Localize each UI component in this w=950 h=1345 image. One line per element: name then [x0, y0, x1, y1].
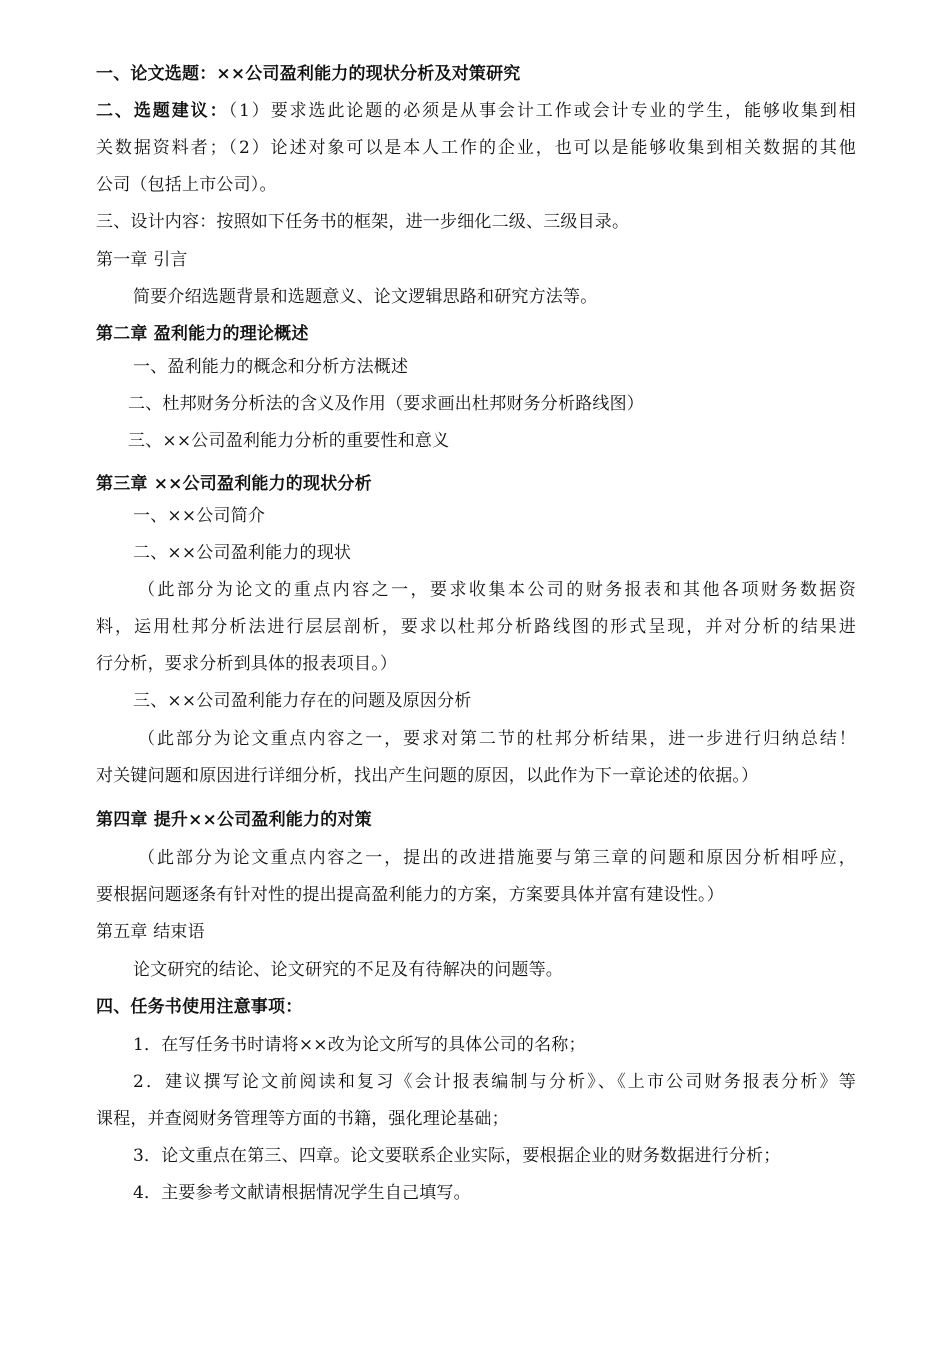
chapter3-note2-line-1: （此部分为论文的重点内容之一，要求收集本公司的财务报表和其他各项财务数据资 — [138, 580, 856, 600]
chapter3-title: 第三章 ××公司盈利能力的现状分析 — [96, 474, 372, 494]
chapter2-item-2: 二、杜邦财务分析法的含义及作用（要求画出杜邦财务分析路线图） — [128, 394, 644, 414]
suggestion-line-2: 关数据资料者；（2）论述对象可以是本人工作的企业，也可以是能够收集到相关数据的其他 — [96, 138, 856, 158]
topic-label: 一、论文选题： — [96, 64, 217, 84]
chapter4-note-line-2: 要根据问题逐条有针对性的提出提高盈利能力的方案，方案要具体并富有建设性。） — [96, 885, 724, 905]
notes-item-2-line-1: 2．建议撰写论文前阅读和复习《会计报表编制与分析》、《上市公司财务报表分析》等 — [133, 1072, 856, 1092]
chapter2-item-1: 一、盈利能力的概念和分析方法概述 — [133, 357, 409, 377]
chapter1-body: 简要介绍选题背景和选题意义、论文逻辑思路和研究方法等。 — [133, 287, 598, 307]
chapter3-item-2: 二、××公司盈利能力的现状 — [133, 543, 352, 563]
chapter3-note2-line-3: 行分析，要求分析到具体的报表项目。） — [96, 654, 398, 674]
chapter3-note3-line-1: （此部分为论文重点内容之一，要求对第二节的杜邦分析结果，进一步进行归纳总结！ — [138, 729, 856, 749]
notes-item-1: 1．在写任务书时请将××改为论文所写的具体公司的名称； — [133, 1035, 586, 1055]
chapter4-title: 第四章 提升××公司盈利能力的对策 — [96, 810, 372, 830]
chapter2-item-3: 三、××公司盈利能力分析的重要性和意义 — [128, 431, 450, 451]
topic-text: ××公司盈利能力的现状分析及对策研究 — [216, 64, 521, 84]
chapter5-body: 论文研究的结论、论文研究的不足及有待解决的问题等。 — [133, 960, 563, 980]
notes-item-3: 3．论文重点在第三、四章。论文要联系企业实际，要根据企业的财务数据进行分析； — [133, 1146, 781, 1166]
notes-title: 四、任务书使用注意事项： — [96, 997, 303, 1017]
suggestion-text-1: （1）要求选此论题的必须是从事会计工作或会计专业的学生，能够收集到相 — [228, 101, 856, 121]
topic-line — [96, 64, 856, 84]
design-line: 三、设计内容：按照如下任务书的框架，进一步细化二级、三级目录。 — [96, 212, 630, 232]
chapter4-note-line-1: （此部分为论文重点内容之一，提出的改进措施要与第三章的问题和原因分析相呼应， — [138, 848, 856, 868]
chapter3-note3-line-2: 对关键问题和原因进行详细分析，找出产生问题的原因，以此作为下一章论述的依据。） — [96, 766, 759, 786]
chapter1-title: 第一章 引言 — [96, 250, 188, 270]
suggestion-line-1 — [96, 101, 856, 121]
suggestion-line-3: 公司（包括上市公司）。 — [96, 175, 277, 195]
chapter3-item-1: 一、××公司简介 — [133, 506, 266, 526]
chapter2-title: 第二章 盈利能力的理论概述 — [96, 324, 309, 344]
suggestion-label: 二、选题建议： — [96, 101, 229, 121]
chapter5-title: 第五章 结束语 — [96, 922, 205, 942]
notes-item-2-line-2: 课程，并查阅财务管理等方面的书籍，强化理论基础； — [96, 1109, 509, 1129]
chapter3-item-3: 三、××公司盈利能力存在的问题及原因分析 — [133, 691, 472, 711]
notes-item-4: 4．主要参考文献请根据情况学生自己填写。 — [133, 1183, 471, 1203]
chapter3-note2-line-2: 料，运用杜邦分析法进行层层剖析，要求以杜邦分析路线图的形式呈现，并对分析的结果进 — [96, 617, 856, 637]
